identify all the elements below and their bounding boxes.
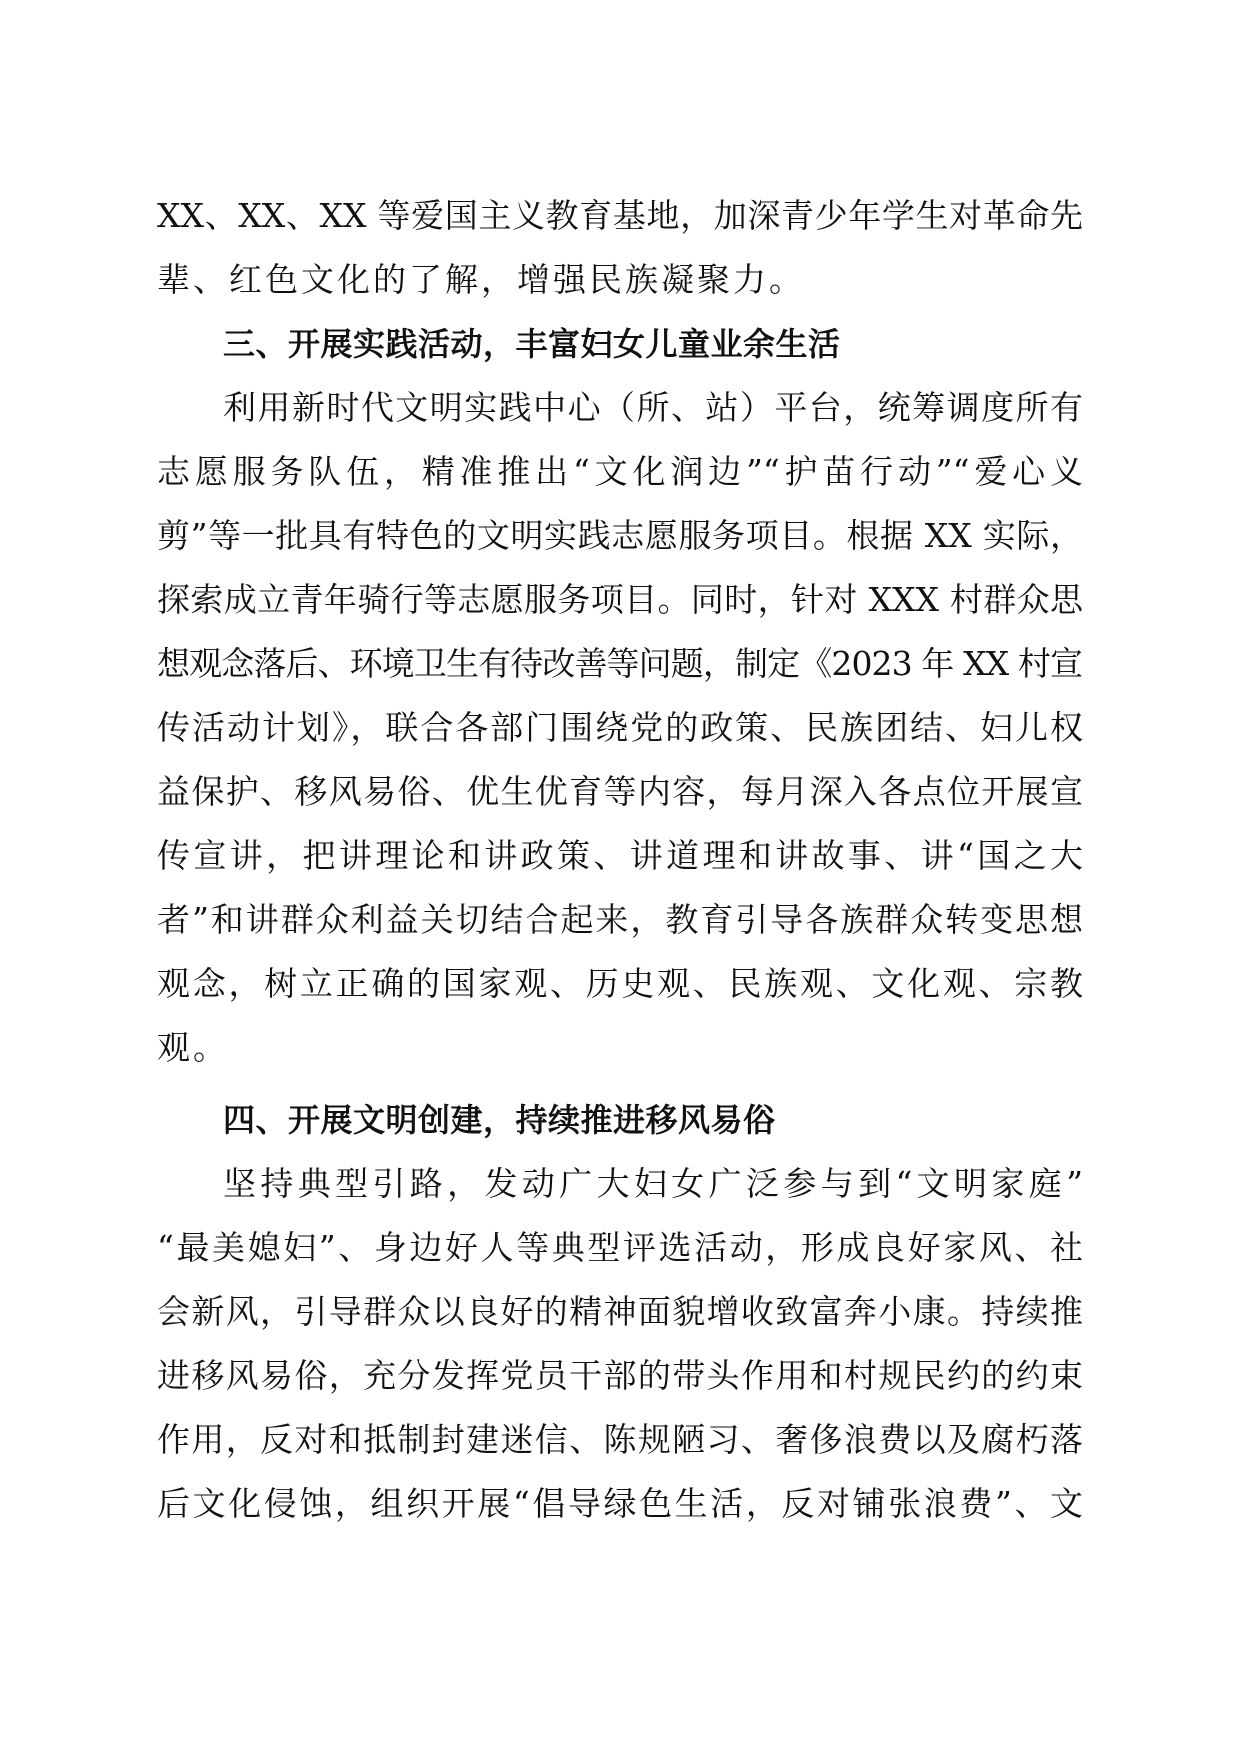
section-heading-4: 四、开展文明创建，持续推进移风易俗 <box>223 1101 776 1139</box>
paragraph-3-line-8: 传宣讲，把讲理论和讲政策、讲道理和讲故事、讲“国之大 <box>157 836 1083 875</box>
paragraph-3-line-4: 探索成立青年骑行等志愿服务项目。同时，针对 XXX 村群众思 <box>157 580 1083 619</box>
paragraph-3-line-7: 益保护、移风易俗、优生优育等内容，每月深入各点位开展宣 <box>157 772 1083 811</box>
paragraph-3-line-6: 传活动计划》，联合各部门围绕党的政策、民族团结、妇儿权 <box>157 708 1083 747</box>
paragraph-4-line-6: 后文化侵蚀，组织开展“倡导绿色生活，反对铺张浪费”、文 <box>157 1484 1083 1523</box>
paragraph-4-line-3: 会新风，引导群众以良好的精神面貌增收致富奔小康。持续推 <box>157 1292 1083 1331</box>
paragraph-3-line-2: 志愿服务队伍，精准推出“文化润边”“护苗行动”“爱心义 <box>157 452 1083 491</box>
section-heading-3: 三、开展实践活动，丰富妇女儿童业余生活 <box>223 325 841 363</box>
paragraph-3-line-11: 观。 <box>157 1028 229 1067</box>
paragraph-3-line-9: 者”和讲群众利益关切结合起来，教育引导各族群众转变思想 <box>157 900 1083 939</box>
paragraph-4-line-5: 作用，反对和抵制封建迷信、陈规陋习、奢侈浪费以及腐朽落 <box>157 1420 1083 1459</box>
paragraph-4-line-2: “最美媳妇”、身边好人等典型评选活动，形成良好家风、社 <box>157 1228 1083 1267</box>
paragraph-3-line-10: 观念，树立正确的国家观、历史观、民族观、文化观、宗教 <box>157 964 1083 1003</box>
paragraph-intro-line-1: XX、XX、XX 等爱国主义教育基地，加深青少年学生对革命先 <box>157 196 1083 235</box>
paragraph-intro <box>157 184 1083 312</box>
paragraph-3-line-5: 想观念落后、环境卫生有待改善等问题，制定《2023 年 XX 村宣 <box>157 644 1083 683</box>
paragraph-3-line-1: 利用新时代文明实践中心（所、站）平台，统筹调度所有 <box>223 388 1083 427</box>
paragraph-4-line-4: 进移风易俗，充分发挥党员干部的带头作用和村规民约的约束 <box>157 1356 1083 1395</box>
paragraph-intro-line-2: 辈、红色文化的了解，增强民族凝聚力。 <box>157 260 805 299</box>
paragraph-3-line-3: 剪”等一批具有特色的文明实践志愿服务项目。根据 XX 实际， <box>157 516 1083 555</box>
paragraph-section-3 <box>157 376 1083 1080</box>
paragraph-section-4 <box>157 1152 1083 1536</box>
paragraph-4-line-1: 坚持典型引路，发动广大妇女广泛参与到“文明家庭” <box>223 1164 1083 1203</box>
